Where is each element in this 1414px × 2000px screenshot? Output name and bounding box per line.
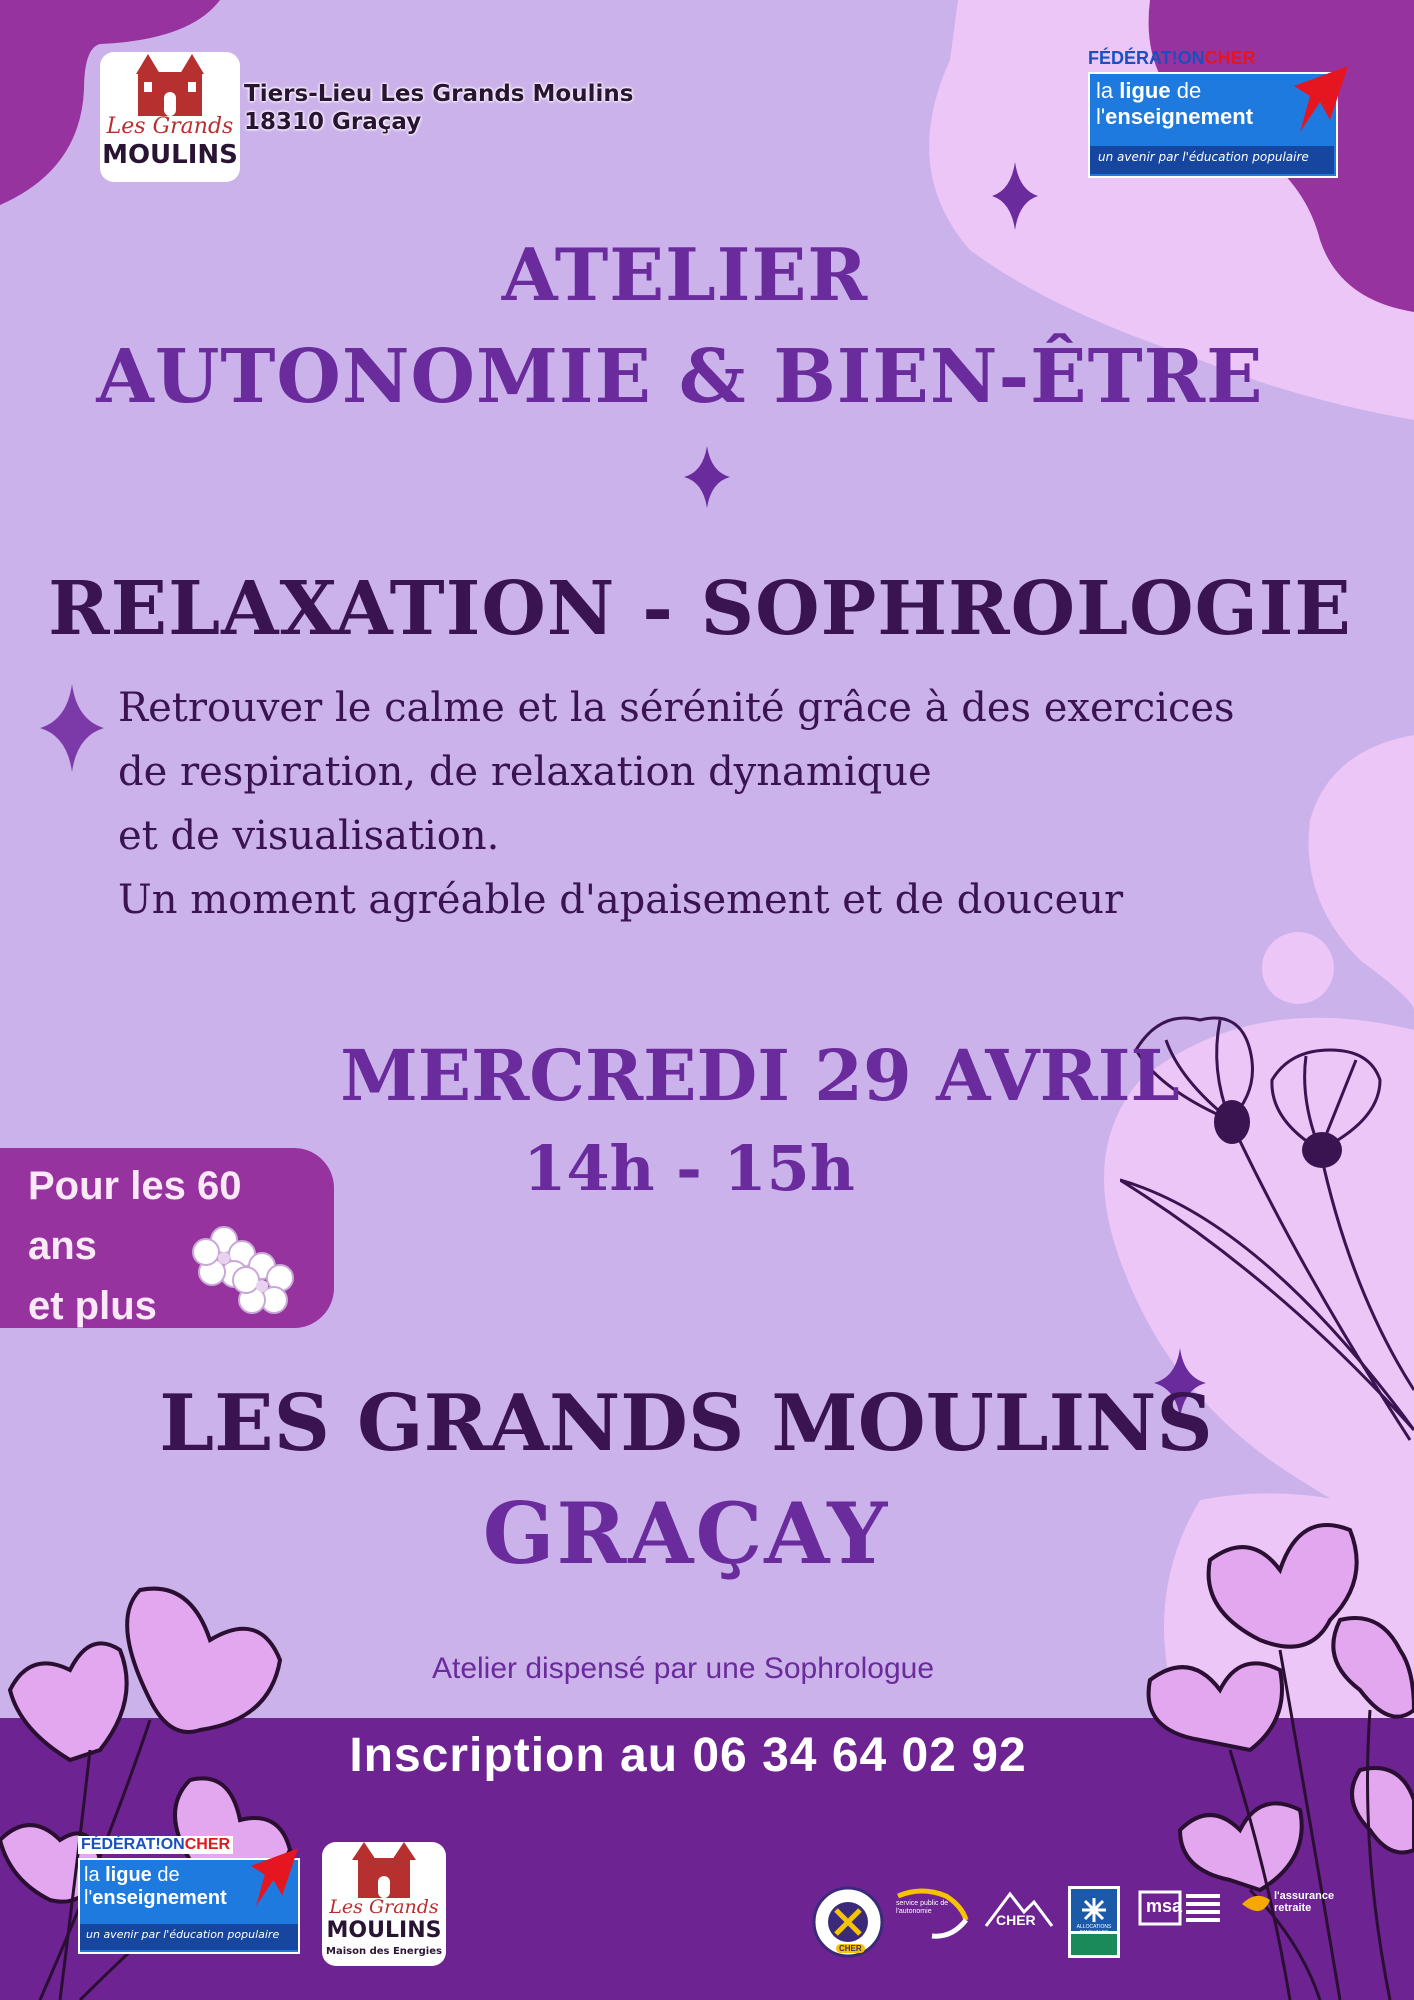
ligue-enseignement: enseignement <box>1105 104 1254 129</box>
description <box>118 676 1348 932</box>
address-line1: Tiers-Lieu Les Grands Moulins <box>244 81 634 107</box>
description-line: de respiration, de relaxation dynamique <box>118 749 932 795</box>
ligue-word: ligue <box>105 1864 152 1886</box>
partner-logo <box>892 1886 972 1958</box>
venue-address <box>244 80 633 136</box>
event-time: 14h - 15h <box>523 1132 855 1205</box>
assurance-retraite-logo-icon <box>1238 1886 1274 1922</box>
federation-label <box>78 1836 233 1854</box>
federation-accent: CHER <box>184 1836 231 1853</box>
ligue-tagline: un avenir par l'éducation populaire <box>1098 150 1309 164</box>
partner-logo <box>1068 1886 1120 1958</box>
white-flowers-icon <box>190 1220 300 1320</box>
inscription-phone: Inscription au 06 34 64 02 92 <box>349 1729 1027 1782</box>
age-line2: et plus <box>28 1284 157 1328</box>
partner-label: l'assurance retraite <box>1274 1890 1335 1914</box>
partner-logo <box>1138 1886 1224 1958</box>
red-arrow-icon <box>1284 66 1348 136</box>
animator-info: Atelier dispensé par une Sophrologue <box>431 1652 935 1685</box>
partner-label: CHER <box>996 1912 1036 1928</box>
logo-text-line2: MOULINS <box>326 1918 442 1943</box>
partner-logo <box>1238 1886 1350 1958</box>
partner-label: service public de l'autonomie <box>896 1900 949 1915</box>
caf-logo-icon <box>1068 1886 1120 1958</box>
ligue-de: de <box>151 1864 180 1886</box>
sparkle-icon <box>684 446 730 508</box>
logo-text-line1: Les Grands <box>106 114 234 139</box>
partner-label: ALLOCATIONS FAMILIALES <box>1076 1924 1112 1936</box>
workshop-subtitle: RELAXATION - SOPHROLOGIE <box>48 566 1352 652</box>
ligue-la: la <box>84 1864 106 1886</box>
title-line1: ATELIER <box>501 232 869 317</box>
service-public-autonomie-logo-icon <box>892 1886 972 1946</box>
venue-city: GRAÇAY <box>482 1484 890 1583</box>
description-line: Retrouver le calme et la sérénité grâce à des exercices <box>118 685 1235 731</box>
ligue-word: ligue <box>1119 78 1171 103</box>
federation-text: FÉDÉRAT!ON <box>81 1836 185 1853</box>
ligue-enseignement-logo-footer <box>74 1836 306 1956</box>
ligue-enseignement-logo <box>1088 48 1348 178</box>
ligue-la: la <box>1096 78 1120 103</box>
description-line: Un moment agréable d'apaisement et de douceur <box>118 877 1124 923</box>
ligue-text <box>84 1864 227 1910</box>
ligue-text <box>1096 78 1253 130</box>
federation-label <box>1088 48 1256 69</box>
ligue-enseignement: enseignement <box>92 1887 227 1909</box>
logo-text-line3: Maison des Energies <box>326 1946 442 1957</box>
ligue-de: de <box>1170 78 1202 103</box>
sparkle-icon <box>40 684 104 772</box>
ligue-l: l' <box>84 1887 93 1909</box>
partner-label: CHER <box>836 1944 865 1953</box>
grands-moulins-logo <box>100 52 240 182</box>
event-date: MERCREDI 29 AVRIL <box>340 1034 1180 1117</box>
ligue-l: l' <box>1096 104 1106 129</box>
federation-accent: CHER <box>1204 48 1256 68</box>
description-line: et de visualisation. <box>118 813 500 859</box>
venue-name: LES GRANDS MOULINS <box>159 1378 1213 1469</box>
federation-text: FÉDÉRAT!ON <box>1088 48 1205 68</box>
logo-text-line1: Les Grands <box>329 1896 439 1918</box>
title-line2: AUTONOMIE & BIEN-ÊTRE <box>96 334 1264 420</box>
partner-logo <box>812 1886 884 1958</box>
partner-label: msa <box>1146 1896 1183 1916</box>
age-line1: Pour les 60 ans <box>28 1164 242 1268</box>
sparkle-icon <box>992 162 1038 230</box>
partner-logo <box>984 1886 1054 1958</box>
address-line2: 18310 Graçay <box>244 109 422 135</box>
red-arrow-icon <box>242 1848 298 1910</box>
ligue-tagline: un avenir par l'éducation populaire <box>86 1928 280 1941</box>
logo-text-line2: MOULINS <box>102 140 238 170</box>
grands-moulins-logo-footer <box>322 1842 446 1966</box>
